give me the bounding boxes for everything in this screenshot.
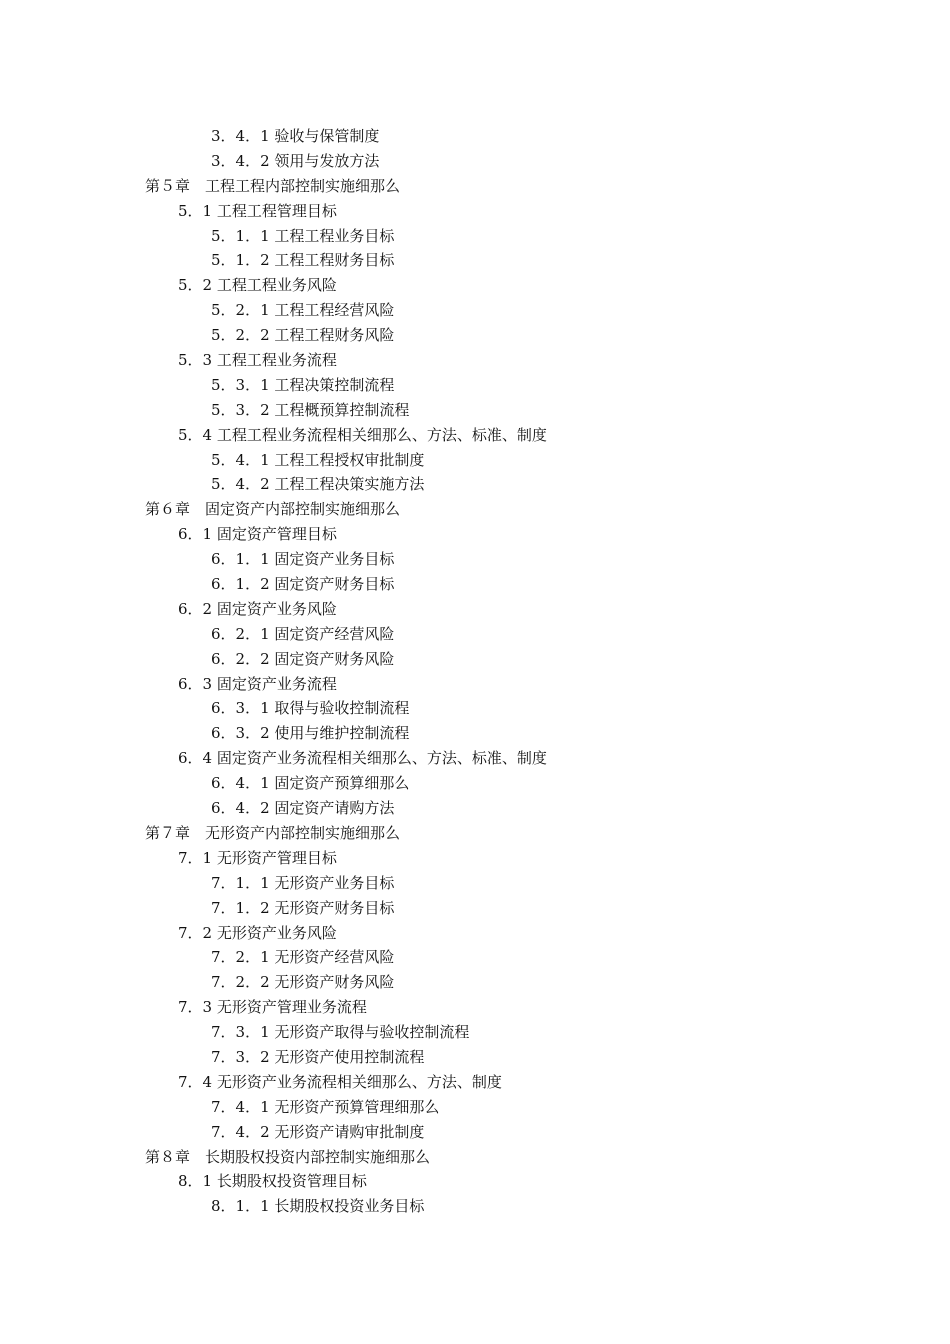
toc-subsection-heading: 6．4．2 固定资产请购方法 <box>211 799 395 818</box>
toc-section-heading: 5．4 工程工程业务流程相关细那么、方法、标准、制度 <box>178 425 547 444</box>
toc-subsection-heading: 6．4．1 固定资产预算细那么 <box>211 774 410 793</box>
toc-subsection-heading: 7．2．2 无形资产财务风险 <box>211 973 395 992</box>
toc-subsection-heading: 7．3．1 无形资产取得与验收控制流程 <box>211 1023 470 1042</box>
toc-subsection-heading: 6．3．1 取得与验收控制流程 <box>211 699 410 718</box>
toc-section-heading: 8．1 长期股权投资管理目标 <box>178 1172 367 1191</box>
toc-subsection-heading: 5．2．2 工程工程财务风险 <box>211 326 395 345</box>
toc-subsection-heading: 8．1．1 长期股权投资业务目标 <box>211 1197 425 1216</box>
toc-subsection-heading: 7．1．2 无形资产财务目标 <box>211 898 395 917</box>
toc-chapter-heading: 第６章 固定资产内部控制实施细那么 <box>145 500 401 519</box>
toc-section-heading: 7．2 无形资产业务风险 <box>178 923 337 942</box>
toc-section-heading: 6．2 固定资产业务风险 <box>178 599 337 618</box>
toc-subsection-heading: 6．1．1 固定资产业务目标 <box>211 550 395 569</box>
toc-subsection-heading: 5．3．1 工程决策控制流程 <box>211 375 395 394</box>
toc-subsection-heading: 5．3．2 工程概预算控制流程 <box>211 400 410 419</box>
toc-section-heading: 7．3 无形资产管理业务流程 <box>178 998 367 1017</box>
toc-subsection-heading: 3．4．1 验收与保管制度 <box>211 127 380 145</box>
toc-subsection-heading: 6．2．1 固定资产经营风险 <box>211 624 395 643</box>
toc-section-heading: 6．4 固定资产业务流程相关细那么、方法、标准、制度 <box>178 749 547 768</box>
toc-chapter-heading: 第５章 工程工程内部控制实施细那么 <box>145 176 401 195</box>
toc-chapter-heading: 第８章 长期股权投资内部控制实施细那么 <box>145 1147 431 1166</box>
toc-section-heading: 5．1 工程工程管理目标 <box>178 201 337 220</box>
toc-subsection-heading: 7．3．2 无形资产使用控制流程 <box>211 1047 425 1066</box>
toc-section-heading: 6．3 固定资产业务流程 <box>178 674 337 693</box>
toc-subsection-heading: 5．1．2 工程工程财务目标 <box>211 251 395 270</box>
toc-subsection-heading: 6．1．2 固定资产财务目标 <box>211 575 395 594</box>
toc-chapter-heading: 第７章 无形资产内部控制实施细那么 <box>145 823 401 842</box>
toc-section-heading: 5．3 工程工程业务流程 <box>178 351 337 370</box>
toc-subsection-heading: 5．4．2 工程工程决策实施方法 <box>211 475 425 494</box>
toc-subsection-heading: 5．1．1 工程工程业务目标 <box>211 226 395 245</box>
toc-section-heading: 7．4 无形资产业务流程相关细那么、方法、制度 <box>178 1072 502 1091</box>
toc-section-heading: 7．1 无形资产管理目标 <box>178 848 337 867</box>
toc-subsection-heading: 5．2．1 工程工程经营风险 <box>211 301 395 320</box>
toc-subsection-heading: 7．2．1 无形资产经营风险 <box>211 948 395 967</box>
toc-subsection-heading: 3．4．2 领用与发放方法 <box>211 151 380 170</box>
toc-subsection-heading: 7．4．2 无形资产请购审批制度 <box>211 1122 425 1141</box>
toc-subsection-heading: 6．3．2 使用与维护控制流程 <box>211 724 410 743</box>
toc-subsection-heading: 7．4．1 无形资产预算管理细那么 <box>211 1097 440 1116</box>
toc-subsection-heading: 7．1．1 无形资产业务目标 <box>211 873 395 892</box>
toc-subsection-heading: 5．4．1 工程工程授权审批制度 <box>211 450 425 469</box>
toc-section-heading: 6．1 固定资产管理目标 <box>178 525 337 544</box>
toc-section-heading: 5．2 工程工程业务风险 <box>178 276 337 295</box>
toc-subsection-heading: 6．2．2 固定资产财务风险 <box>211 649 395 668</box>
table-of-contents <box>0 124 950 1219</box>
